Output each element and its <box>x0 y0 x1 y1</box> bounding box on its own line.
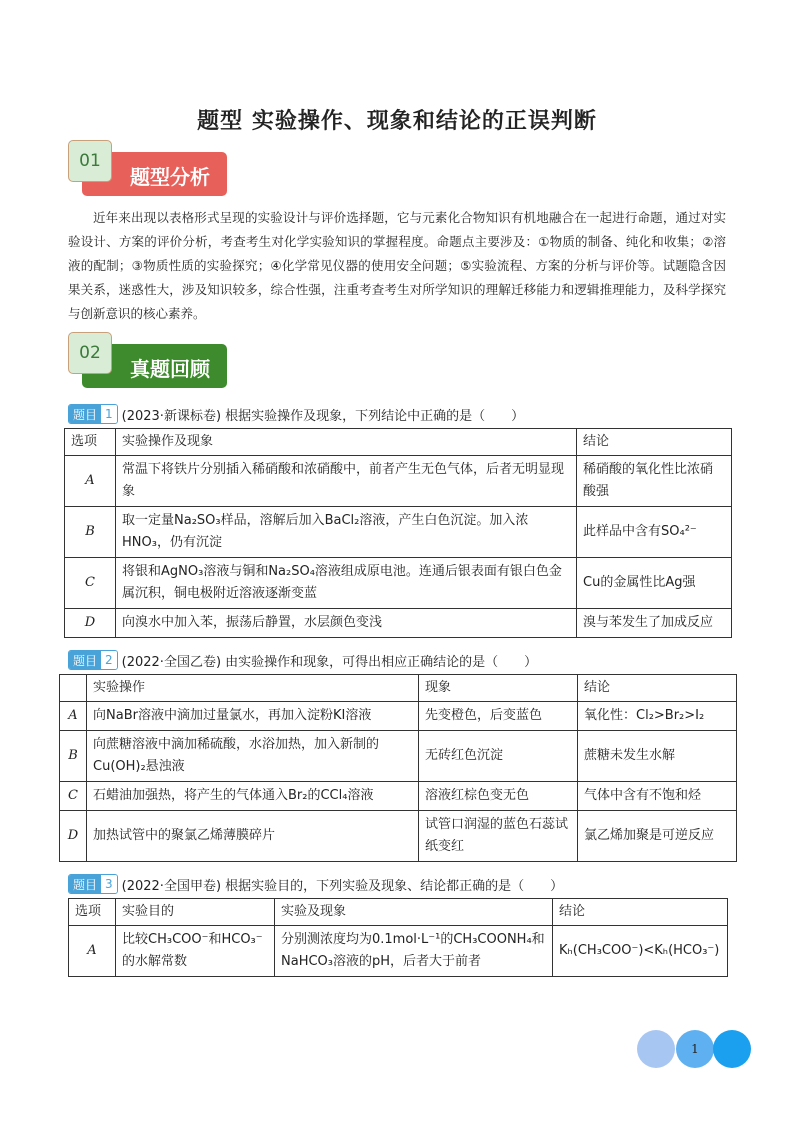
intro-paragraph: 近年来出现以表格形式呈现的实验设计与评价选择题，它与元素化合物知识有机地融合在一起进行命题，通过对实验设计、方案的评价分析，考查考生对化学实验知识的掌握程度。命题点主要涉及：①物质的制备、纯化和收集；②溶液的配制；③物质性质的实验探究；④化学常见仪器的使用安全问题；⑤实验流程、方案的分析与评价等。试题隐含因果关系，迷惑性大，涉及知识较多，综合性强，注重考查考生对所学知识的理解迁移能力和逻辑推理能力，及科学探究与创新意识的核心素养。 <box>68 210 726 321</box>
conclusion-cell: Cu的金属性比Ag强 <box>577 558 732 609</box>
operation-cell: 向溴水中加入苯，振荡后静置，水层颜色变浅 <box>116 609 577 638</box>
table-row <box>65 507 732 558</box>
conclusion-cell: 此样品中含有SO₄²⁻ <box>577 507 732 558</box>
header-cell: 实验目的 <box>116 899 275 926</box>
conclusion-cell: 稀硝酸的氧化性比浓硝酸强 <box>577 456 732 507</box>
phenomenon-cell: 溶液红棕色变无色 <box>419 782 578 811</box>
conclusion-cell: 气体中含有不饱和烃 <box>578 782 737 811</box>
header-cell: 结论 <box>577 429 732 456</box>
table-row <box>65 456 732 507</box>
badge-label: 题目 <box>69 651 101 669</box>
phenomenon-cell: 无砖红色沉淀 <box>419 731 578 782</box>
table-row <box>60 811 737 862</box>
conclusion-cell: 氯乙烯加聚是可逆反应 <box>578 811 737 862</box>
question-badge <box>68 874 118 894</box>
page-number: 1 <box>676 1030 714 1068</box>
page-title: 题型 实验操作、现象和结论的正误判断 <box>197 109 597 134</box>
aim-cell: 比较CH₃COO⁻和HCO₃⁻的水解常数 <box>116 926 275 977</box>
operation-cell: 石蜡油加强热，将产生的气体通入Br₂的CCl₄溶液 <box>87 782 419 811</box>
header-cell: 现象 <box>419 675 578 702</box>
badge-number: 2 <box>101 651 117 669</box>
option-cell: A <box>65 456 116 507</box>
table-row <box>60 782 737 811</box>
decor-dot <box>637 1030 675 1068</box>
question-2-table <box>59 674 737 862</box>
phenomenon-cell: 先变橙色，后变蓝色 <box>419 702 578 731</box>
question-stem: (2022·全国乙卷) 由实验操作和现象，可得出相应正确结论的是（ ） <box>121 654 538 670</box>
option-cell: D <box>60 811 87 862</box>
header-cell: 选项 <box>69 899 116 926</box>
badge-label: 题目 <box>69 875 101 893</box>
operation-cell: 加热试管中的聚氯乙烯薄膜碎片 <box>87 811 419 862</box>
question-3-header <box>68 874 563 894</box>
operation-cell: 向蔗糖溶液中滴加稀硫酸，水浴加热，加入新制的Cu(OH)₂悬浊液 <box>87 731 419 782</box>
badge-label: 题目 <box>69 405 101 423</box>
table-header-row <box>65 429 732 456</box>
table-header-row <box>69 899 728 926</box>
section-number: 02 <box>68 332 112 374</box>
question-stem: (2023·新课标卷) 根据实验操作及现象，下列结论中正确的是（ ） <box>121 408 525 424</box>
table-row <box>65 609 732 638</box>
badge-number: 3 <box>101 875 117 893</box>
header-cell: 实验及现象 <box>275 899 553 926</box>
operation-cell: 向NaBr溶液中滴加过量氯水，再加入淀粉KI溶液 <box>87 702 419 731</box>
phenomenon-cell: 试管口润湿的蓝色石蕊试纸变红 <box>419 811 578 862</box>
table-row <box>60 731 737 782</box>
operation-cell: 常温下将铁片分别插入稀硝酸和浓硝酸中，前者产生无色气体，后者无明显现象 <box>116 456 577 507</box>
option-cell: D <box>65 609 116 638</box>
option-cell: B <box>65 507 116 558</box>
option-cell: A <box>60 702 87 731</box>
header-cell: 实验操作 <box>87 675 419 702</box>
option-cell: C <box>60 782 87 811</box>
option-cell: C <box>65 558 116 609</box>
operation-cell: 取一定量Na₂SO₃样品，溶解后加入BaCl₂溶液，产生白色沉淀。加入浓HNO₃，仍有沉淀 <box>116 507 577 558</box>
option-cell: B <box>60 731 87 782</box>
option-cell: A <box>69 926 116 977</box>
section-number: 01 <box>68 140 112 182</box>
question-2-header <box>68 650 537 670</box>
badge-number: 1 <box>101 405 117 423</box>
table-row <box>69 926 728 977</box>
operation-cell: 分别测浓度均为0.1mol·L⁻¹的CH₃COONH₄和NaHCO₃溶液的pH，后者大于前者 <box>275 926 553 977</box>
table-header-row <box>60 675 737 702</box>
question-badge <box>68 404 118 424</box>
section-label: 题型分析 <box>130 165 210 189</box>
question-badge <box>68 650 118 670</box>
table-row <box>60 702 737 731</box>
question-1-table <box>64 428 732 638</box>
question-stem: (2022·全国甲卷) 根据实验目的，下列实验及现象、结论都正确的是（ ） <box>121 878 564 894</box>
operation-cell: 将银和AgNO₃溶液与铜和Na₂SO₄溶液组成原电池。连通后银表面有银白色金属沉积，铜电极附近溶液逐渐变蓝 <box>116 558 577 609</box>
conclusion-cell: 氧化性：Cl₂>Br₂>I₂ <box>578 702 737 731</box>
section-label: 真题回顾 <box>130 357 210 381</box>
question-1-header <box>68 404 524 424</box>
header-cell: 结论 <box>553 899 728 926</box>
header-cell: 选项 <box>65 429 116 456</box>
question-3-table <box>68 898 728 977</box>
decor-dot <box>713 1030 751 1068</box>
header-cell <box>60 675 87 702</box>
conclusion-cell: 蔗糖未发生水解 <box>578 731 737 782</box>
conclusion-cell: Kₕ(CH₃COO⁻)<Kₕ(HCO₃⁻) <box>553 926 728 977</box>
header-cell: 实验操作及现象 <box>116 429 577 456</box>
header-cell: 结论 <box>578 675 737 702</box>
conclusion-cell: 溴与苯发生了加成反应 <box>577 609 732 638</box>
table-row <box>65 558 732 609</box>
